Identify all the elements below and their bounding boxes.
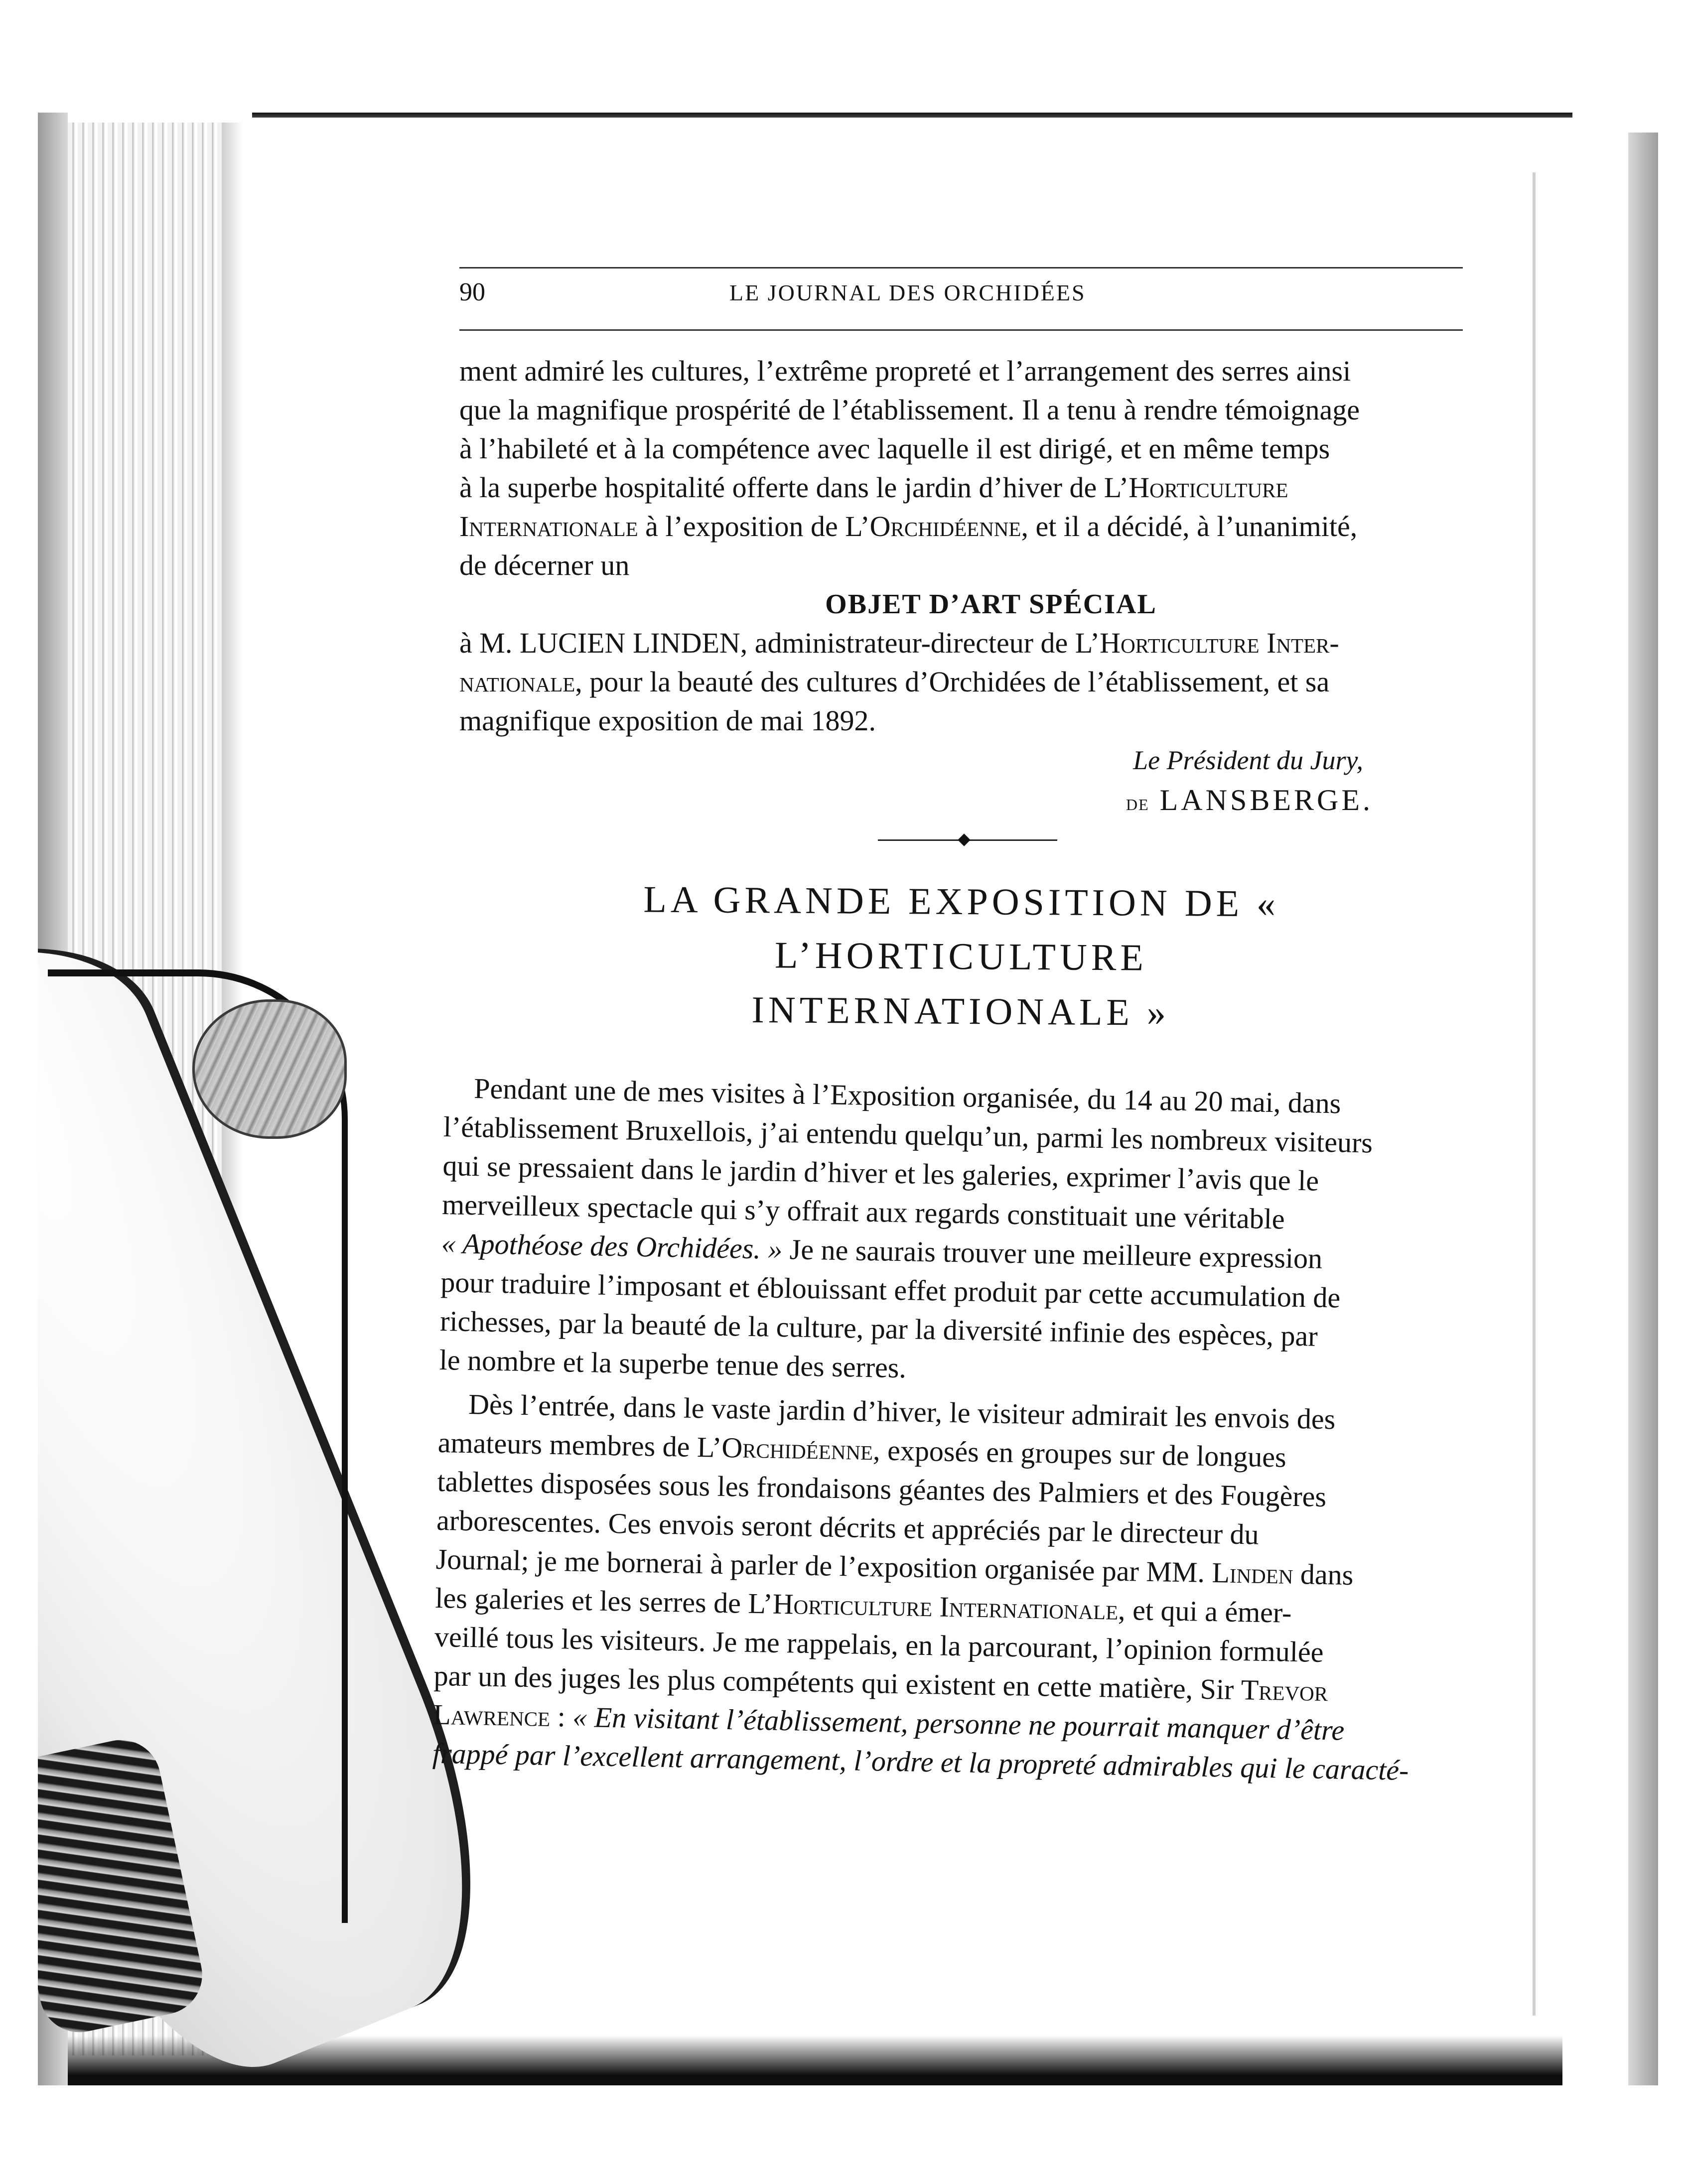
separator-diamond-icon	[958, 833, 970, 846]
header-rule-bottom	[459, 329, 1463, 331]
text-line: richesses, par la beauté de la culture, par la diversité infinie des espèces, par	[439, 1304, 1318, 1353]
text-line: par un des juges les plus compétents qui existent en cette matière, Sir Trevor	[433, 1659, 1328, 1708]
text-line: tablettes disposées sous les frondaisons géantes des Palmiers et des Fougères	[436, 1465, 1327, 1513]
section-title-line: INTERNATIONALE »	[751, 989, 1170, 1034]
text-line: nationale, pour la beauté des cultures d’Orchidées de l’établissement, et sa	[459, 666, 1330, 698]
running-head	[459, 269, 1463, 329]
text-line: de décerner un	[459, 549, 630, 581]
text-line: magnifique exposition de mai 1892.	[459, 704, 876, 737]
text-line: le nombre et la superbe tenue des serres.	[439, 1343, 907, 1384]
section-body	[432, 1069, 1440, 1790]
paragraph-2	[432, 1384, 1435, 1790]
text-line: ment admiré les cultures, l’extrême propreté et l’arrangement des serres ainsi	[459, 355, 1351, 387]
text-line: à la superbe hospitalité offerte dans le jardin d’hiver de L’Horticulture	[459, 471, 1288, 504]
journal-title: LE JOURNAL DES ORCHIDÉES	[729, 280, 1086, 305]
text-line: pour traduire l’imposant et éblouissant effet produit par cette accumulation de	[440, 1265, 1341, 1314]
paragraph-1	[439, 1069, 1441, 1397]
text-line: « Apothéose des Orchidées. » Je ne saurais trouver une meilleure expression	[441, 1227, 1323, 1275]
text-line: frappé par l’excellent arrangement, l’ordre et la propreté admirables qui le caracté-	[432, 1737, 1409, 1786]
top-paragraph	[459, 352, 1463, 740]
text-line: Lawrence : « En visitant l’établissement, personne ne pourrait manquer d’être	[432, 1698, 1345, 1747]
text-line: qui se pressaient dans le jardin d’hiver et les galeries, exprimer l’avis que le	[442, 1149, 1319, 1197]
section-title-line: LA GRANDE EXPOSITION DE « L’HORTICULTURE	[643, 878, 1280, 979]
text-line: les galeries et les serres de L’Horticulture Internationale, et qui a émer-	[434, 1581, 1292, 1629]
page-right-edge	[1533, 172, 1536, 2016]
thumbnail-nail	[192, 999, 347, 1139]
text-line: l’établissement Bruxellois, j’ai entendu quelqu’un, parmi les nombreux visiteurs	[443, 1110, 1373, 1159]
text-line: à M. LUCIEN LINDEN, administrateur-directeur de L’Horticulture Inter-	[459, 627, 1339, 659]
scan-right-edge	[1628, 133, 1658, 2085]
text-line: Internationale à l’exposition de L’Orchidéenne, et il a décidé, à l’unanimité,	[459, 510, 1358, 543]
text-line: veillé tous les visiteurs. Je me rappelais, en la parcourant, l’opinion formulée	[434, 1620, 1324, 1668]
page-number: 90	[459, 278, 485, 306]
scan-top-edge	[252, 113, 1572, 118]
signature-role: Le Président du Jury,	[1133, 745, 1363, 775]
ornamental-separator	[459, 824, 1463, 854]
section-title	[459, 871, 1463, 1042]
text-line: Dès l’entrée, dans le vaste jardin d’hiver, le visiteur admirait les envois des	[468, 1387, 1336, 1436]
signature-name: de LANSBERGE.	[1126, 784, 1373, 817]
text-line: que la magnifique prospérité de l’établissement. Il a tenu à rendre témoignage	[459, 394, 1360, 426]
printed-page	[432, 267, 1463, 1786]
text-line: amateurs membres de L’Orchidéenne, exposés en groupes sur de longues	[437, 1426, 1287, 1474]
text-line: Journal; je me bornerai à parler de l’exposition organisée par MM. Linden dans	[435, 1542, 1354, 1591]
text-line: à l’habileté et à la compétence avec laquelle il est dirigé, et en même temps	[459, 432, 1330, 465]
award-heading: OBJET D’ART SPÉCIAL	[825, 589, 1157, 620]
text-line: arborescentes. Ces envois seront décrits et appréciés par le directeur du	[436, 1503, 1260, 1551]
text-line: merveilleux spectacle qui s’y offrait aux regards constituait une véritable	[441, 1188, 1285, 1235]
text-line: Pendant une de mes visites à l’Exposition organisée, du 14 au 20 mai, dans	[473, 1072, 1341, 1120]
